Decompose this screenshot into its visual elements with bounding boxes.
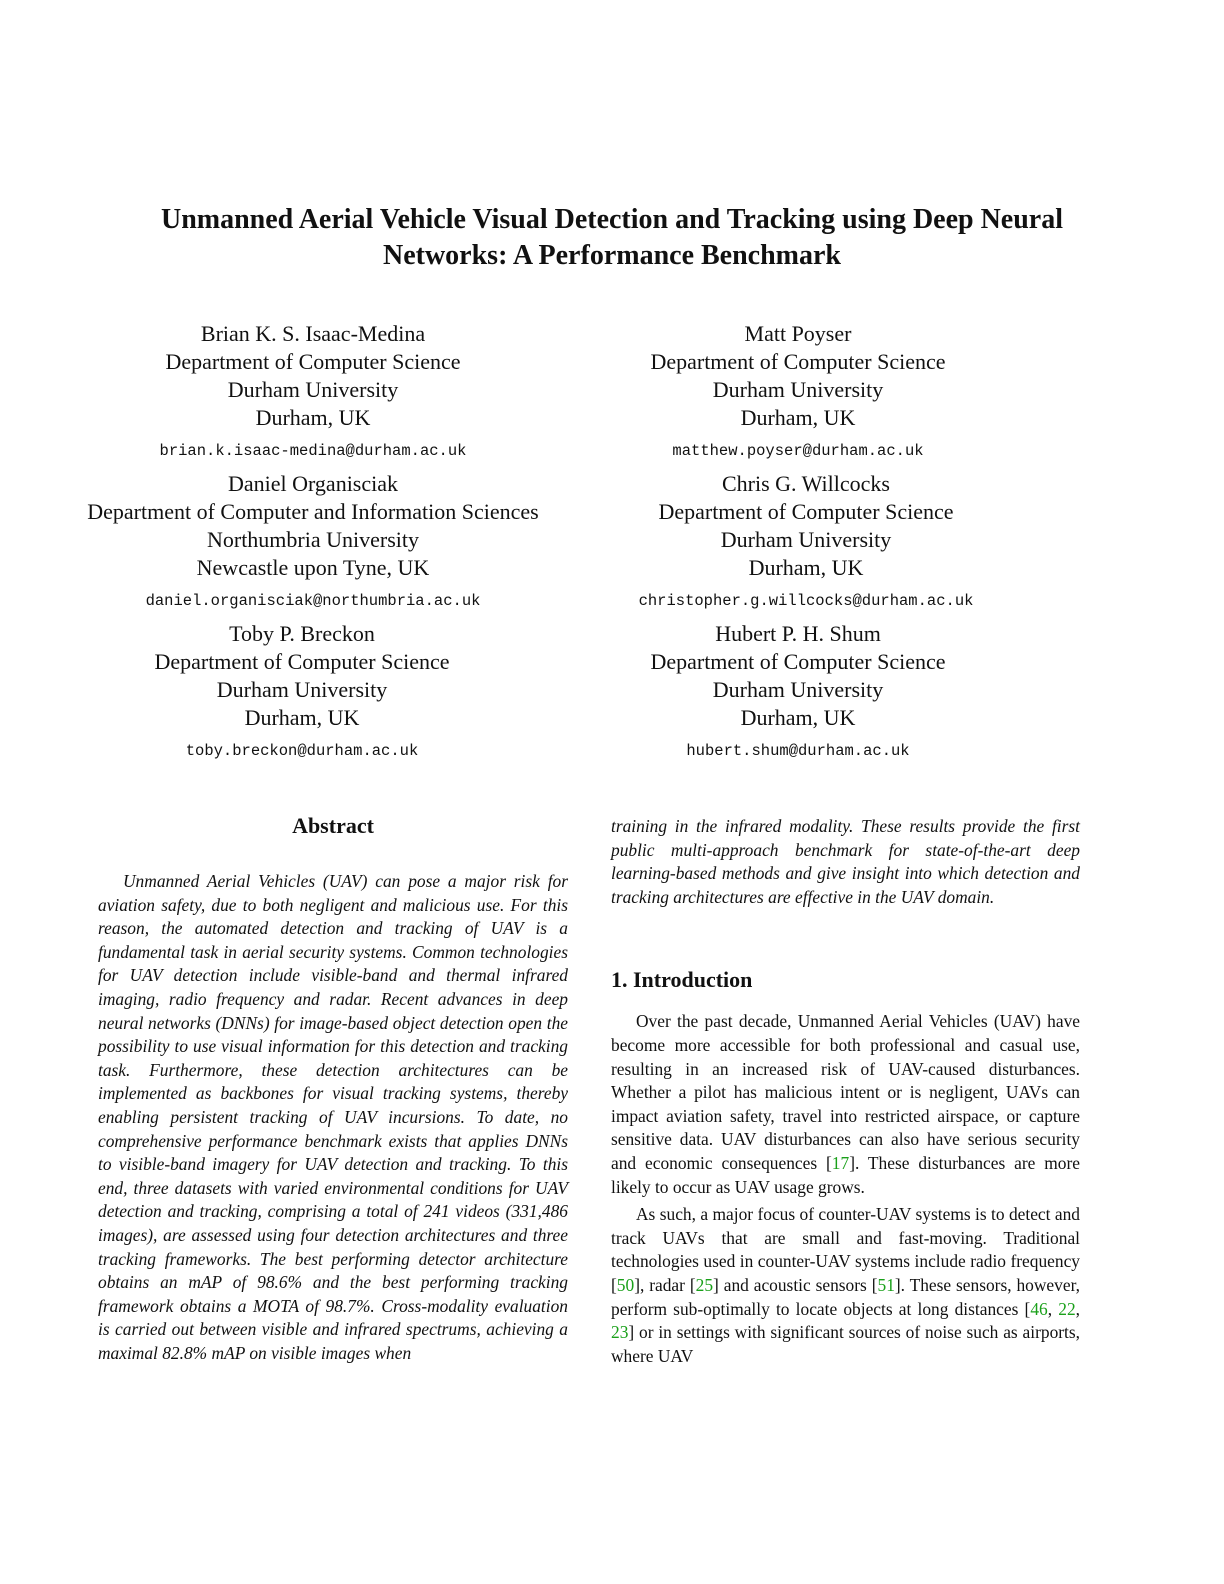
author-email[interactable]: hubert.shum@durham.ac.uk [686, 742, 910, 760]
paper-title [100, 202, 1124, 274]
author-email[interactable]: toby.breckon@durham.ac.uk [185, 742, 419, 760]
author-name: Brian K. S. Isaac-Medina [200, 321, 426, 346]
citation-link[interactable]: 46 [1030, 1298, 1048, 1319]
author-location: Newcastle upon Tyne, UK [196, 555, 430, 580]
left-column [98, 812, 568, 1365]
author-email[interactable]: christopher.g.willcocks@durham.ac.uk [638, 592, 974, 610]
author-institution: Durham University [720, 527, 892, 552]
author-block [518, 620, 1078, 761]
author-name: Daniel Organisciak [227, 471, 399, 496]
author-name: Hubert P. H. Shum [715, 621, 881, 646]
author-department: Department of Computer Science [658, 499, 954, 524]
author-location: Durham, UK [740, 405, 856, 430]
author-email[interactable]: daniel.organisciak@northumbria.ac.uk [145, 592, 481, 610]
citation-link[interactable]: 51 [877, 1274, 895, 1295]
author-department: Department of Computer Science [650, 649, 946, 674]
author-institution: Durham University [712, 377, 884, 402]
author-institution: Durham University [712, 677, 884, 702]
author-block [518, 320, 1078, 461]
introduction-paragraph: As such, a major focus of counter-UAV systems is to detect and track UAVs that are small and fast-moving. Traditional technologies used in counter-UAV systems include radio frequency [50], radar [25] and acoustic sensors [51]. These sensors, however, perform sub-optimally to locate objects at long distances [46, 22, 23] or in settings with significant sources of noise such as airports, where UAV [611, 1204, 1081, 1366]
introduction-paragraph: Over the past decade, Unmanned Aerial Vehicles (UAV) have become more accessible for both professional and casual use, resulting in an increased risk of UAV-caused disturbances. Whether a pilot has malicious intent or is negligent, UAVs can impact aviation safety, travel into restricted airspace, or capture sensitive data. UAV disturbances can also have serious security and economic consequences [17]. These disturbances are more likely to occur as UAV usage grows. [611, 1011, 1080, 1197]
author-name: Matt Poyser [744, 321, 852, 346]
abstract-continuation: training in the infrared modality. These results provide the first public multi-approach benchmark for state-of-the-art deep learning-based methods and give insight into which detection and tracking architectures are effective in the UAV domain. [611, 816, 1080, 907]
author-name: Chris G. Willcocks [722, 471, 890, 496]
abstract-text: Unmanned Aerial Vehicles (UAV) can pose a major risk for aviation safety, due to both negligent and malicious use. For this reason, the automated detection and tracking of UAV is a fundamental task in aerial security systems. Common technologies for UAV detection include visible-band and thermal infrared imaging, radio frequency and radar. Recent advances in deep neural networks (DNNs) for image-based object detection open the possibility to use visual information for this detection and tracking task. Furthermore, these detection architectures can be implemented as backbones for visual tracking systems, thereby enabling persistent tracking of UAV incursions. To date, no comprehensive performance benchmark exists that applies DNNs to visible-band imagery for UAV detection and tracking. To this end, three datasets with varied environmental conditions for UAV detection and tracking, comprising a total of 241 videos (331,486 images), are assessed using four detection architectures and three tracking frameworks. The best performing detector architecture obtains an mAP of 98.6% and the best performing tracking framework obtains a MOTA of 98.7%. Cross-modality evaluation is carried out between visible and infrared spectrums, achieving a maximal 82.8% mAP on visible images when [98, 871, 568, 1363]
citation-link[interactable]: 25 [695, 1274, 714, 1295]
author-block [22, 620, 582, 761]
author-block [33, 470, 593, 611]
citation-link[interactable]: 22 [1058, 1298, 1076, 1319]
citation-link[interactable]: 50 [616, 1274, 635, 1295]
author-email[interactable]: matthew.poyser@durham.ac.uk [672, 442, 924, 460]
citation-link[interactable]: 23 [611, 1322, 629, 1343]
author-department: Department of Computer Science [165, 349, 461, 374]
author-institution: Northumbria University [206, 527, 420, 552]
author-location: Durham, UK [244, 705, 360, 730]
right-column [611, 815, 1080, 1372]
author-department: Department of Computer Science [650, 349, 946, 374]
author-institution: Durham University [227, 377, 399, 402]
author-email[interactable]: brian.k.isaac-medina@durham.ac.uk [159, 442, 467, 460]
author-block [33, 320, 593, 461]
paper-title-line-2: Networks: A Performance Benchmark [382, 240, 841, 271]
paper-title-line-1: Unmanned Aerial Vehicle Visual Detection and Tracking using Deep Neural [160, 204, 1064, 235]
author-department: Department of Computer Science [154, 649, 450, 674]
citation-link[interactable]: 17 [831, 1152, 850, 1173]
author-block [526, 470, 1086, 611]
author-name: Toby P. Breckon [229, 621, 375, 646]
abstract-heading: Abstract [292, 813, 374, 838]
author-location: Durham, UK [255, 405, 371, 430]
author-location: Durham, UK [748, 555, 864, 580]
introduction-heading: 1. Introduction [611, 967, 753, 993]
author-institution: Durham University [216, 677, 388, 702]
author-department: Department of Computer and Information Sciences [87, 499, 539, 524]
author-location: Durham, UK [740, 705, 856, 730]
